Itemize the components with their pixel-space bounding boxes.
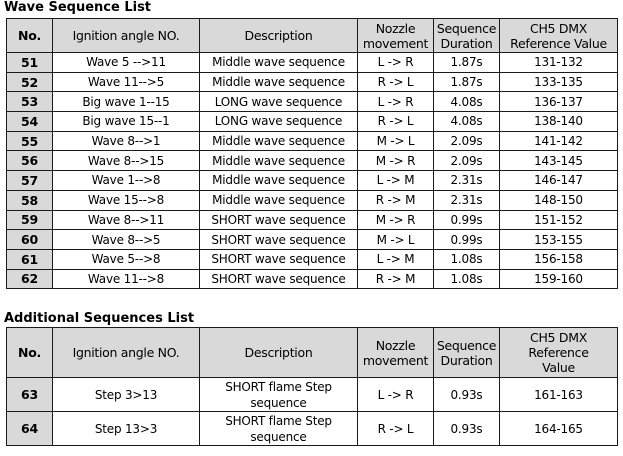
sequence-number-cell: 60	[7, 230, 53, 250]
nozzle-movement-cell: L -> R	[358, 53, 434, 73]
table-row	[7, 72, 618, 92]
sequence-number-cell: 57	[7, 171, 53, 191]
sequence-number-cell: 51	[7, 53, 53, 73]
sequence-duration-cell: 0.99s	[434, 210, 500, 230]
sequence-duration-cell: 1.08s	[434, 249, 500, 269]
header-dmx-line-1: CH5 DMX	[530, 20, 587, 36]
ignition-angle-cell: Wave 8-->11	[53, 210, 200, 230]
nozzle-movement-cell: R -> L	[358, 112, 434, 132]
dmx-reference-cell: 143-145	[500, 151, 618, 171]
nozzle-movement-cell: L -> M	[358, 249, 434, 269]
header-dmx-reference	[500, 328, 618, 378]
sequence-number-cell: 53	[7, 92, 53, 112]
sequence-duration-cell: 4.08s	[434, 112, 500, 132]
dmx-reference-cell: 146-147	[500, 171, 618, 191]
ignition-angle-cell: Wave 8-->15	[53, 151, 200, 171]
header-no: No.	[7, 19, 53, 53]
ignition-angle-cell: Wave 11-->5	[53, 72, 200, 92]
sequence-duration-cell: 1.87s	[434, 53, 500, 73]
header-ignition-angle: Ignition angle NO.	[53, 19, 200, 53]
nozzle-movement-cell: R -> L	[358, 412, 434, 446]
dmx-reference-cell: 136-137	[500, 92, 618, 112]
header-dmx-line-2: Reference	[528, 345, 589, 360]
description-cell: Middle wave sequence	[200, 53, 358, 73]
sequence-number-cell: 56	[7, 151, 53, 171]
dmx-reference-cell: 141-142	[500, 131, 618, 151]
nozzle-movement-cell: R -> M	[358, 190, 434, 210]
table-row	[7, 378, 618, 412]
header-dmx-line-1: CH5 DMX	[530, 330, 587, 345]
description-cell: Middle wave sequence	[200, 72, 358, 92]
description-cell: SHORT wave sequence	[200, 249, 358, 269]
header-nozzle-line-2: movement	[362, 35, 429, 51]
dmx-reference-cell: 133-135	[500, 72, 618, 92]
header-duration-line-1: Sequence	[436, 337, 497, 353]
ignition-angle-cell: Step 3>13	[53, 378, 200, 412]
description-cell: Middle wave sequence	[200, 190, 358, 210]
sequence-duration-cell: 0.99s	[434, 230, 500, 250]
nozzle-movement-cell: M -> L	[358, 230, 434, 250]
ignition-angle-cell: Wave 8-->5	[53, 230, 200, 250]
sequence-duration-cell: 0.93s	[434, 378, 500, 412]
header-dmx-line-3: Value	[542, 360, 575, 375]
table-row	[7, 249, 618, 269]
sequence-duration-cell: 1.87s	[434, 72, 500, 92]
dmx-reference-cell: 156-158	[500, 249, 618, 269]
table-row	[7, 171, 618, 191]
sequence-number-cell: 58	[7, 190, 53, 210]
sequence-duration-cell: 4.08s	[434, 92, 500, 112]
dmx-reference-cell: 151-152	[500, 210, 618, 230]
dmx-reference-cell: 148-150	[500, 190, 618, 210]
nozzle-movement-cell: L -> R	[358, 92, 434, 112]
header-duration-line-2: Duration	[440, 352, 493, 368]
description-cell: SHORT wave sequence	[200, 210, 358, 230]
dmx-reference-cell: 161-163	[500, 378, 618, 412]
ignition-angle-cell: Wave 5-->8	[53, 249, 200, 269]
sequence-number-cell: 63	[7, 378, 53, 412]
table-row	[7, 210, 618, 230]
header-no: No.	[7, 328, 53, 378]
nozzle-movement-cell: M -> R	[358, 210, 434, 230]
dmx-reference-cell: 131-132	[500, 53, 618, 73]
dmx-reference-cell: 159-160	[500, 269, 618, 289]
table-row	[7, 269, 618, 289]
sequence-number-cell: 59	[7, 210, 53, 230]
header-sequence-duration	[434, 19, 500, 53]
sequence-number-cell: 52	[7, 72, 53, 92]
header-nozzle-movement	[358, 328, 434, 378]
description-cell: SHORT wave sequence	[200, 230, 358, 250]
description-cell: Middle wave sequence	[200, 151, 358, 171]
nozzle-movement-cell: L -> M	[358, 171, 434, 191]
table-header-row	[7, 19, 618, 53]
sequence-duration-cell: 2.09s	[434, 151, 500, 171]
description-cell: Middle wave sequence	[200, 131, 358, 151]
table-row	[7, 92, 618, 112]
nozzle-movement-cell: M -> L	[358, 131, 434, 151]
description-cell	[200, 412, 358, 446]
sequence-duration-cell: 2.09s	[434, 131, 500, 151]
ignition-angle-cell: Wave 8-->1	[53, 131, 200, 151]
dmx-reference-cell: 164-165	[500, 412, 618, 446]
sequence-duration-cell: 2.31s	[434, 190, 500, 210]
dmx-reference-cell: 138-140	[500, 112, 618, 132]
sequence-number-cell: 62	[7, 269, 53, 289]
description-cell: LONG wave sequence	[200, 112, 358, 132]
header-dmx-line-2: Reference Value	[510, 35, 607, 51]
header-nozzle-movement	[358, 19, 434, 53]
nozzle-movement-cell: R -> L	[358, 72, 434, 92]
sequence-number-cell: 55	[7, 131, 53, 151]
header-ignition-angle: Ignition angle NO.	[53, 328, 200, 378]
ignition-angle-cell: Wave 5 -->11	[53, 53, 200, 73]
table-row	[7, 230, 618, 250]
header-description: Description	[200, 19, 358, 53]
description-cell: LONG wave sequence	[200, 92, 358, 112]
sequence-duration-cell: 0.93s	[434, 412, 500, 446]
table-row	[7, 151, 618, 171]
sequence-number-cell: 64	[7, 412, 53, 446]
description-cell: Middle wave sequence	[200, 171, 358, 191]
sequence-number-cell: 61	[7, 249, 53, 269]
header-nozzle-line-1: Nozzle	[375, 337, 416, 353]
ignition-angle-cell: Wave 11-->8	[53, 269, 200, 289]
header-duration-line-1: Sequence	[436, 20, 497, 36]
table-header-row	[7, 328, 618, 378]
ignition-angle-cell: Big wave 1--15	[53, 92, 200, 112]
nozzle-movement-cell: L -> R	[358, 378, 434, 412]
sequence-duration-cell: 2.31s	[434, 171, 500, 191]
description-line-2: sequence	[250, 429, 307, 444]
ignition-angle-cell: Wave 1-->8	[53, 171, 200, 191]
additional-sequences-title: Additional Sequences List	[4, 311, 195, 326]
table-row	[7, 412, 618, 446]
header-description: Description	[200, 328, 358, 378]
table-row	[7, 190, 618, 210]
sequence-duration-cell: 1.08s	[434, 269, 500, 289]
description-line-1: SHORT flame Step	[225, 379, 332, 394]
description-cell	[200, 378, 358, 412]
description-line-2: sequence	[250, 395, 307, 410]
wave-sequence-table	[6, 18, 618, 289]
table-row	[7, 112, 618, 132]
nozzle-movement-cell: M -> R	[358, 151, 434, 171]
additional-sequences-table	[6, 327, 618, 446]
header-duration-line-2: Duration	[440, 35, 493, 51]
header-nozzle-line-1: Nozzle	[375, 20, 416, 36]
wave-sequence-title: Wave Sequence List	[4, 0, 152, 15]
description-cell: SHORT wave sequence	[200, 269, 358, 289]
nozzle-movement-cell: R -> M	[358, 269, 434, 289]
sequence-number-cell: 54	[7, 112, 53, 132]
header-nozzle-line-2: movement	[362, 352, 429, 368]
header-sequence-duration	[434, 328, 500, 378]
ignition-angle-cell: Step 13>3	[53, 412, 200, 446]
ignition-angle-cell: Wave 15-->8	[53, 190, 200, 210]
table-row	[7, 53, 618, 73]
dmx-reference-cell: 153-155	[500, 230, 618, 250]
table-row	[7, 131, 618, 151]
description-line-1: SHORT flame Step	[225, 413, 332, 428]
ignition-angle-cell: Big wave 15--1	[53, 112, 200, 132]
header-dmx-reference	[500, 19, 618, 53]
